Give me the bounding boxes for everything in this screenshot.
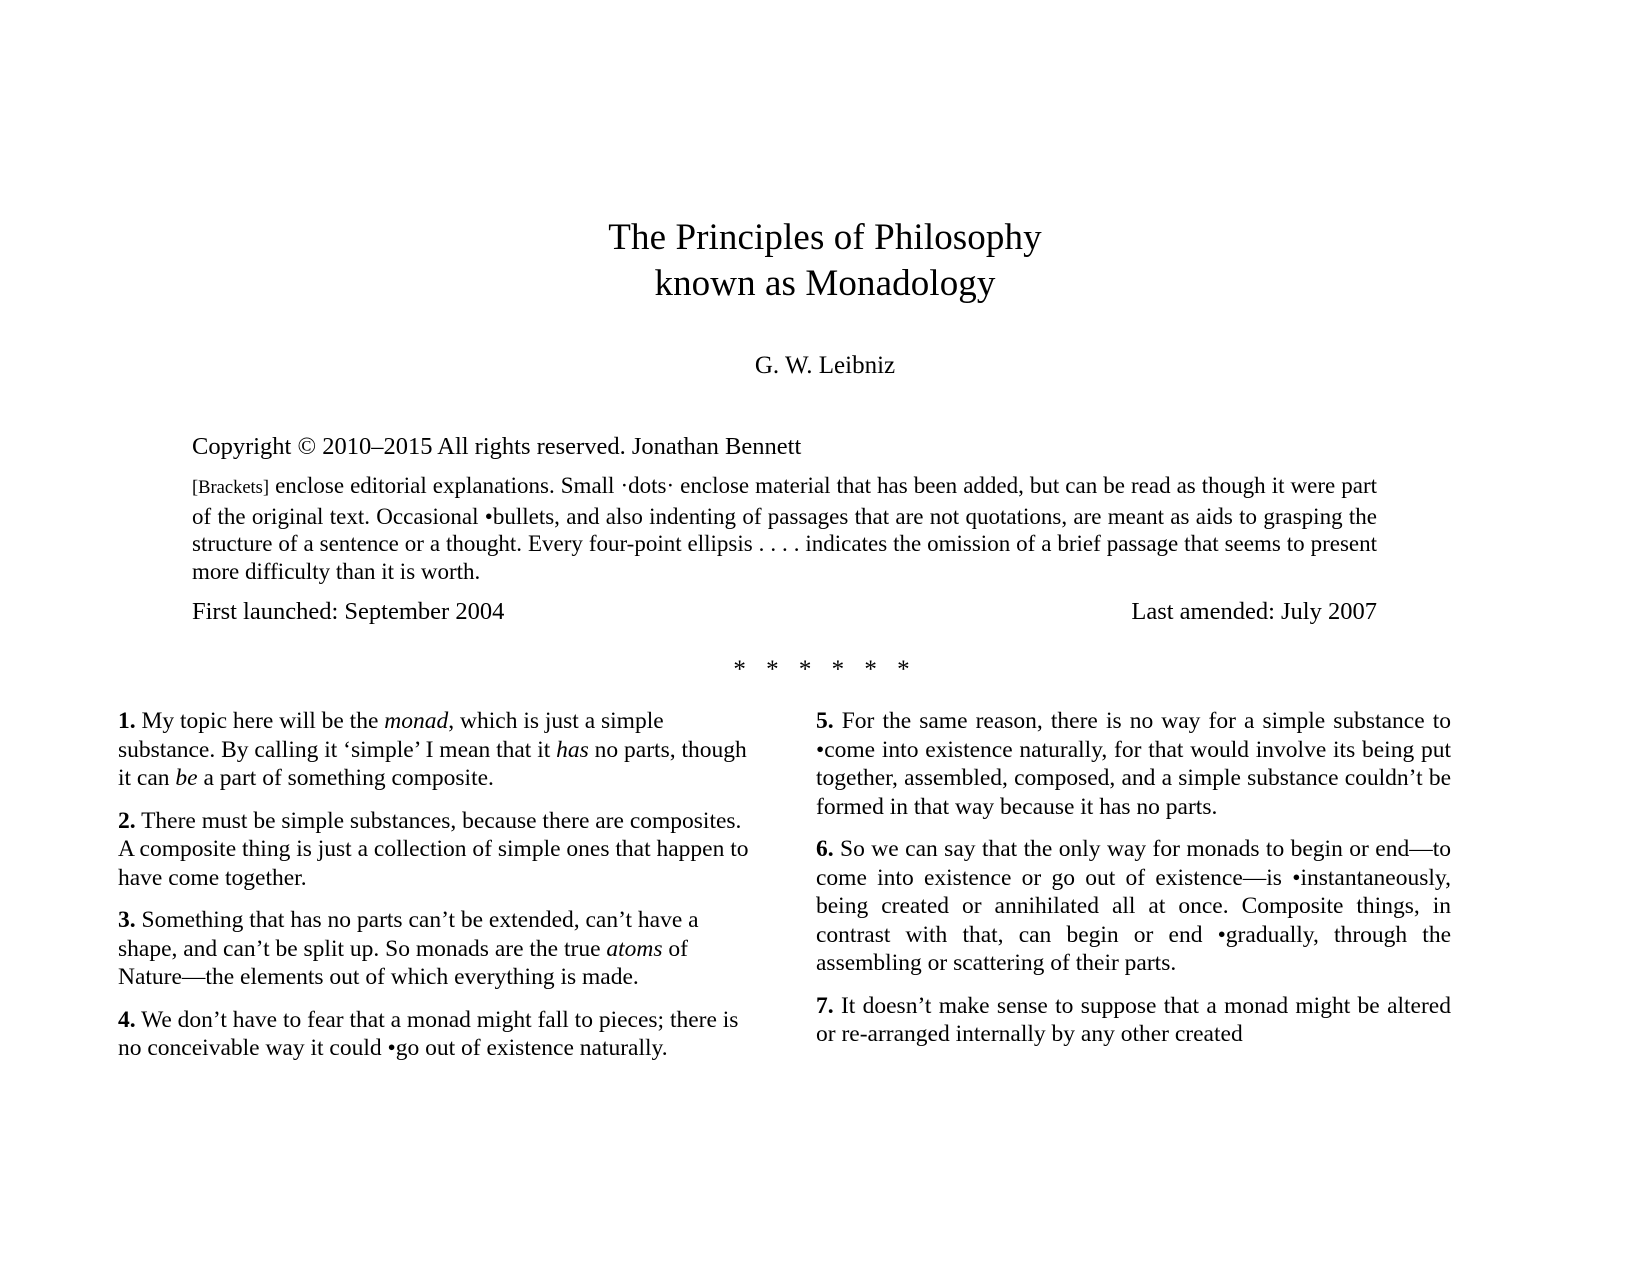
paragraph-text: no parts, though it can: [118, 736, 747, 791]
editorial-conventions-paragraph: [192, 472, 1377, 585]
right-column: [816, 707, 1451, 1063]
paragraph-number: 6.: [816, 836, 834, 862]
paragraph-text: There must be simple substances, because there are composites. A composite thing is just a collection of simple ones that happen to have come together.: [118, 807, 749, 891]
numbered-paragraph: [118, 707, 753, 793]
emphasis-text: has: [556, 736, 589, 763]
last-amended-date: Last amended: July 2007: [1131, 598, 1377, 625]
emphasis-text: monad: [384, 708, 449, 734]
numbered-paragraph: [816, 835, 1451, 978]
document-title-line-1: The Principles of Philosophy: [608, 217, 1042, 258]
paragraph-text: a part of something composite.: [197, 765, 494, 791]
document-title-line-2: known as Monadology: [654, 263, 996, 304]
first-launched-date: First launched: September 2004: [192, 598, 505, 625]
document-author: G. W. Leibniz: [754, 352, 896, 379]
paragraph-text: So we can say that the only way for monads to begin or end—to come into existence or go out of existence—is •instantaneously, being created or annihilated all at once. Composite things, in contrast with that, can begin or end •gradually, through the assembling or scattering of their parts.: [816, 836, 1451, 976]
left-column: [118, 707, 753, 1077]
paragraph-text: , which is just a simple substance. By calling it ‘simple’ I mean that it: [118, 708, 664, 763]
emphasis-text: be: [175, 765, 198, 791]
paragraph-text: My topic here will be the: [135, 708, 385, 734]
numbered-paragraph: [118, 906, 753, 992]
paragraph-number: 4.: [118, 1006, 136, 1033]
paragraph-text: We don’t have to fear that a monad might fall to pieces; there is no conceivable way it could •go out of existence naturally.: [118, 1006, 739, 1061]
asterisk-divider: * * * * * *: [733, 656, 917, 683]
title-block: [0, 215, 1650, 381]
paragraph-number: 1.: [118, 708, 136, 734]
numbered-paragraph: [118, 1006, 753, 1063]
brackets-label: [Brackets]: [192, 478, 270, 498]
body-columns: [0, 707, 1650, 1274]
paragraph-text: Something that has no parts can’t be extended, can’t have a shape, and can’t be split up. So monads are the true: [118, 907, 699, 962]
numbered-paragraph: [816, 707, 1451, 821]
dates-row: [192, 596, 1377, 628]
paragraph-text: It doesn’t make sense to suppose that a monad might be altered or re-arranged internally by any other created: [816, 992, 1451, 1047]
numbered-paragraph: [118, 807, 753, 893]
paragraph-number: 2.: [118, 807, 136, 834]
front-matter: [192, 430, 1377, 628]
paragraph-number: 3.: [118, 907, 136, 933]
paragraph-number: 5.: [816, 708, 834, 734]
paragraph-number: 7.: [816, 992, 834, 1019]
emphasis-text: atoms: [606, 935, 663, 962]
paragraph-text: For the same reason, there is no way for a simple substance to •come into existence naturally, for that would involve its being put together, assembled, composed, and a simple substance couldn’t be formed in that way because it has no parts.: [816, 708, 1451, 820]
conventions-text: enclose editorial explanations. Small ·dots· enclose material that has been added, but can be read as though it were part of the original text. Occasional •bullets, and also indenting of passages that are not quotations, are meant as aids to grasping the structure of a sentence or a thought. Every four-point ellipsis . . . . indicates the omission of a brief passage that seems to present more difficulty than it is worth.: [192, 473, 1377, 584]
copyright-line: Copyright © 2010–2015 All rights reserved. Jonathan Bennett: [192, 433, 802, 460]
numbered-paragraph: [816, 992, 1451, 1049]
paragraph-text: of Nature—the elements out of which everything is made.: [118, 935, 688, 990]
